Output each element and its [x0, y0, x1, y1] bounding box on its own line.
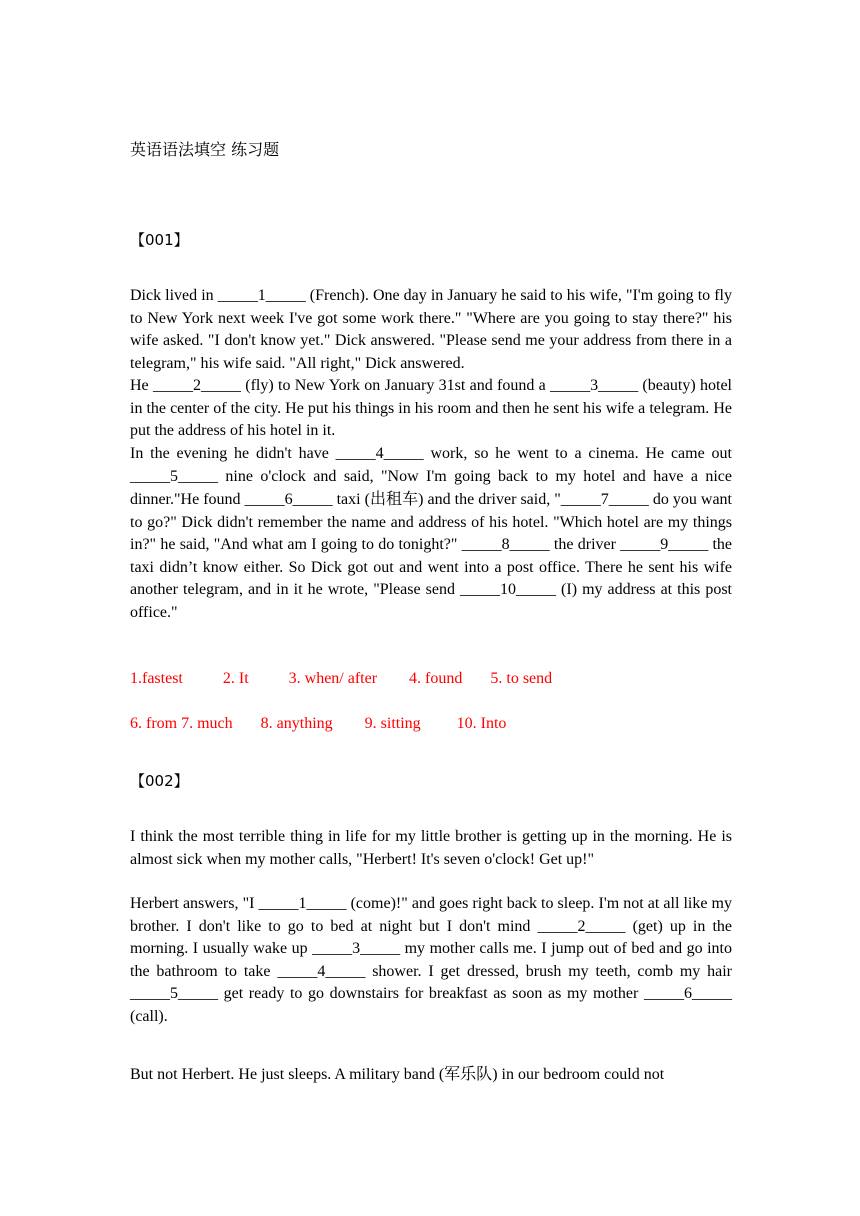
page-title: 英语语法填空 练习题 — [130, 140, 280, 159]
section1-paragraph-3-part-b: ) and the driver said, "_____7_____ do you want to go?" Dick didn't remember the name and address of his hotel. "Which hotel are my things in?" he said, "And what am I going to do tonight?" _____8_____ the driver _____9_____ the taxi didn’t know either. So Dick got out and went into a post office. There he sent his wife another telegram, and in it he wrote, "Please send _____10_____ (I) my address at this post office." — [130, 491, 732, 621]
section2-paragraph-3-part-a: But not Herbert. He just sleeps. A military band ( — [130, 1066, 445, 1083]
section1-answers-line-2: 6. from 7. much 8. anything 9. sitting 10. Into — [130, 715, 507, 732]
section2-paragraph-3 — [130, 1063, 732, 1087]
section2-paragraph-2: Herbert answers, "I _____1_____ (come)!" and goes right back to sleep. I'm not at all like my brother. I don't like to go to bed at night but I don't mind _____2_____ (get) up in the morning. I usually wake up _____3_____ my mother calls me. I jump out of bed and go into the bathroom to take _____4_____ shower. I get dressed, brush my teeth, comb my hair _____5_____ get ready to go downstairs for breakfast as soon as my mother _____6_____ (call). — [130, 895, 732, 1025]
section2-paragraph-3-part-b: ) in our bedroom could not — [492, 1066, 665, 1083]
section1-paragraph-3-part-a: In the evening he didn't have _____4_____ work, so he went to a cinema. He came out _____5_____ nine o'clock and said, "Now I'm going back to my hotel and have a nice dinner."He found _____6_____ taxi ( — [130, 445, 732, 508]
section1-taxi-chinese: 出租车 — [369, 489, 419, 508]
section2-paragraph-1: I think the most terrible thing in life for my little brother is getting up in the morning. He is almost sick when my mother calls, "Herbert! It's seven o'clock! Get up!" — [130, 828, 732, 868]
section-label-002: 【002】 — [130, 772, 189, 790]
section1-paragraph-2: He _____2_____ (fly) to New York on January 31st and found a _____3_____ (beauty) hotel in the center of the city. He put his things in his room and then he sent his wife a telegram. He put the address of his hotel in it. — [130, 377, 732, 439]
section1-paragraph-1: Dick lived in _____1_____ (French). One day in January he said to his wife, "I'm going to fly to New York next week I've got some work there." "Where are you going to stay there?" his wife asked. "I don't know yet." Dick answered. "Please send me your address from there in a telegram," his wife said. "All right," Dick answered. — [130, 287, 732, 372]
section2-band-chinese: 军乐队 — [444, 1064, 493, 1083]
section-label-001: 【001】 — [130, 231, 189, 249]
section1-answers-line-1: 1.fastest 2. It 3. when/ after 4. found 5. to send — [130, 670, 553, 687]
section1-paragraph-3 — [130, 443, 732, 624]
